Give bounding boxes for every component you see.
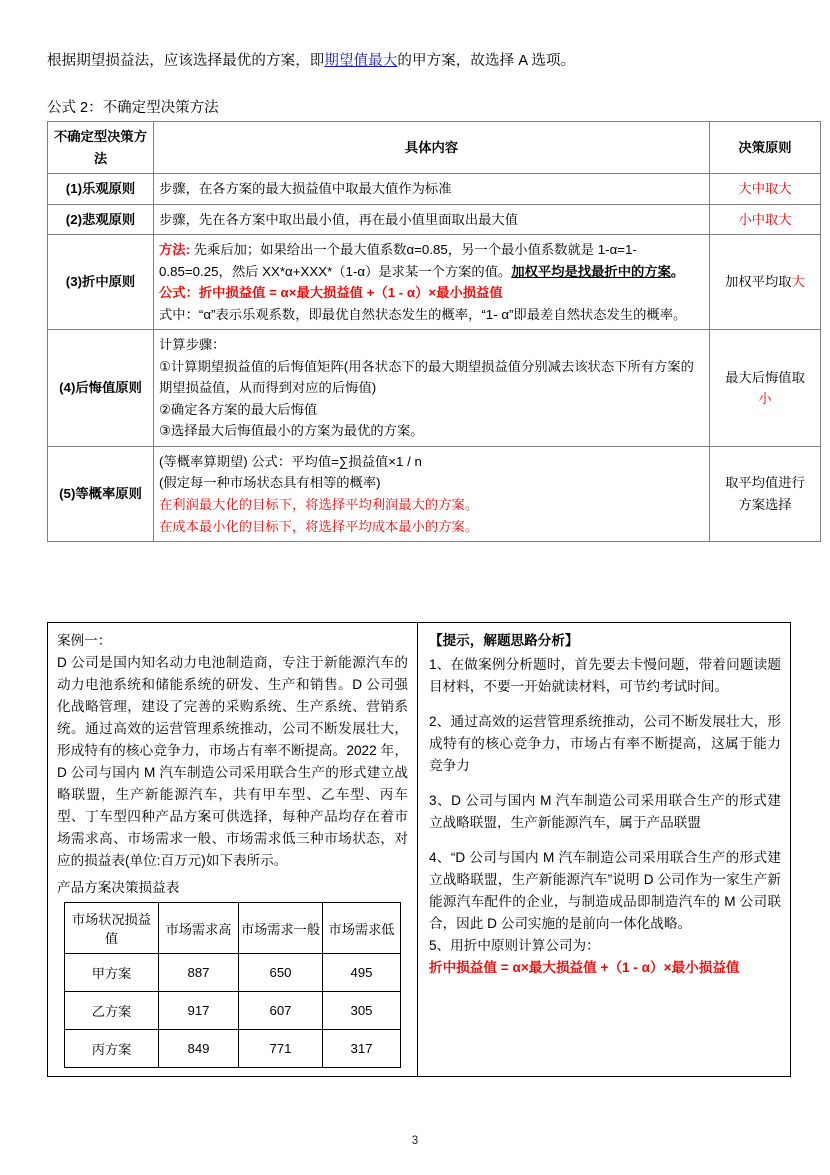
- principle-equalprob-line1: 取平均值进行: [725, 475, 805, 491]
- table-row: [48, 235, 821, 330]
- row-method-pessimistic: (2)悲观原则: [48, 204, 154, 235]
- payoff-header-3: 市场需求低: [323, 903, 401, 954]
- payoff-r0-c1: 887: [159, 954, 239, 992]
- payoff-r0-c2: 650: [239, 954, 323, 992]
- uncertain-decision-method-table: [47, 121, 821, 542]
- intro-highlight-link[interactable]: 期望值最大: [324, 53, 398, 69]
- tip-item-3: 3、D 公司与国内 M 汽车制造公司采用联合生产的形式建立战略联盟，生产新能源汽车，属于产品联盟: [429, 793, 781, 831]
- payoff-r1-c3: 305: [323, 992, 401, 1030]
- compromise-method-tail: 。: [670, 263, 685, 279]
- table-row: [48, 174, 821, 205]
- payoff-data-table: [64, 902, 401, 1068]
- row-method-equalprob: (5)等概率原则: [48, 446, 154, 541]
- tip-item-5-formula: 折中损益值 = α×最大损益值 +（1 - α）×最小损益值: [429, 960, 740, 976]
- row-content-compromise: [154, 235, 710, 330]
- table-row: [65, 992, 401, 1030]
- tip-item-1: 1、在做案例分析题时，首先要去卡慢问题，带着问题读题目材料，不要一开始就读材料，可节约考试时间。: [429, 657, 781, 695]
- tip-item-2: 2、通过高效的运营管理系统推动，公司不断发展壮大，形成特有的核心竞争力，市场占有率不断提高，这属于能力竞争力: [429, 714, 781, 774]
- regret-line-3: ③选择最大后悔值最小的方案为最优的方案。: [159, 423, 424, 439]
- intro-text-part2: 的甲方案，故选择 A 选项。: [397, 53, 576, 69]
- case-study-box: [47, 622, 791, 1077]
- payoff-r2-c3: 317: [323, 1030, 401, 1068]
- row-principle-compromise: [710, 235, 821, 330]
- principle-regret-black: 最大后悔值取: [725, 369, 805, 385]
- regret-line-1: ①计算期望损益值的后悔值矩阵(用各状态下的最大期望损益值分别减去该状态下所有方案的期望损益值，从而得到对应的后悔值): [159, 358, 694, 396]
- regret-line-2: ②确定各方案的最大后悔值: [159, 401, 318, 417]
- payoff-table-title: 产品方案决策损益表: [57, 880, 180, 896]
- compromise-method-emphasis: 加权平均是找最折中的方案: [511, 263, 671, 279]
- compromise-method-text: 先乘后加；如果给出一个最大值系数α=0.85，另一个最小值系数就是 1-α=1-0.85=0.25，然后 XX*α+XXX*（1-α）是求某一个方案的值。: [159, 242, 637, 279]
- payoff-r2-c0: 丙方案: [65, 1030, 159, 1068]
- principle-equalprob-line2: 方案选择: [738, 496, 792, 512]
- payoff-header-row: [65, 903, 401, 954]
- compromise-formula-line: 公式：折中损益值 = α×最大损益值 +（1 - α）×最小损益值: [159, 285, 503, 301]
- payoff-r0-c0: 甲方案: [65, 954, 159, 992]
- formula-heading: 公式 2：不确定型决策方法: [47, 100, 219, 116]
- payoff-r0-c3: 495: [323, 954, 401, 992]
- case-body: D 公司是国内知名动力电池制造商，专注于新能源汽车的动力电池系统和储能系统的研发、生产和销售。D 公司强化战略管理，建设了完善的采购系统、生产系统、营销系统。通过高效的运营管理系统推动，公司不断发展壮大，形成特有的核心竞争力，市场占有率不断提高。2022 年，D 公司与国内 M 汽车制造公司采用联合生产的形式建立战略联盟，生产新能源汽车，共有甲车型、乙车型、丙车型、丁车型四种产品方案可供选择，每种产品均存在着市场需求高、市场需求一般、市场需求低三种市场状态，对应的损益表(单位:百万元)如下表所示。: [57, 655, 408, 869]
- compromise-method-block: [159, 239, 704, 282]
- table-row: [48, 204, 821, 235]
- tip-title: 【提示，解题思路分析】: [429, 633, 579, 648]
- row-content-optimistic: 步骤，在各方案的最大损益值中取最大值作为标准: [154, 174, 710, 205]
- regret-line-0: 计算步骤：: [159, 337, 226, 353]
- row-principle-regret: [710, 330, 821, 447]
- row-content-pessimistic: 步骤，先在各方案中取出最小值，再在最小值里面取出最大值: [154, 204, 710, 235]
- row-content-regret: [154, 330, 710, 447]
- payoff-header-1: 市场需求高: [159, 903, 239, 954]
- row-content-equalprob: [154, 446, 710, 541]
- table-row: [65, 954, 401, 992]
- equalprob-line-1: (假定每一种市场状态具有相等的概率): [159, 475, 381, 491]
- row-method-compromise: (3)折中原则: [48, 235, 154, 330]
- row-method-regret: (4)后悔值原则: [48, 330, 154, 447]
- header-content: 具体内容: [154, 122, 710, 174]
- row-principle-pessimistic: 小中取大: [710, 204, 821, 235]
- intro-text-part1: 根据期望损益法，应该选择最优的方案，即: [47, 53, 325, 69]
- intro-paragraph: [47, 50, 792, 72]
- table-header-row: [48, 122, 821, 174]
- tip-item-4: 4、“D 公司与国内 M 汽车制造公司采用联合生产的形式建立战略联盟，生产新能源汽车”说明 D 公司作为一家生产新能源汽车配件的企业，与制造成品即制造汽车的 M 公司联合，因此 D 公司实施的是前向一体化战略。: [429, 850, 781, 932]
- row-method-optimistic: (1)乐观原则: [48, 174, 154, 205]
- table-row: [48, 446, 821, 541]
- case-left-column: [48, 623, 418, 1076]
- principle-compromise-red: 大: [791, 274, 805, 290]
- payoff-r1-c2: 607: [239, 992, 323, 1030]
- page-number: 3: [411, 1135, 419, 1147]
- payoff-header-0: 市场状况损益值: [65, 903, 159, 954]
- principle-compromise-black: 加权平均取: [725, 274, 792, 290]
- row-principle-equalprob: [710, 446, 821, 541]
- header-method: 不确定型决策方法: [48, 122, 154, 174]
- equalprob-red-line-1: 在成本最小化的目标下，将选择平均成本最小的方案。: [159, 518, 479, 534]
- table-row: [65, 1030, 401, 1068]
- equalprob-red-line-0: 在利润最大化的目标下，将选择平均利润最大的方案。: [159, 496, 479, 512]
- payoff-r1-c1: 917: [159, 992, 239, 1030]
- payoff-header-2: 市场需求一般: [239, 903, 323, 954]
- compromise-method-label: 方法:: [159, 242, 191, 258]
- case-title: 案例一：: [57, 633, 112, 648]
- compromise-note-line: 式中：“α”表示乐观系数，即最优自然状态发生的概率，“1- α”即最差自然状态发生的概率。: [159, 306, 687, 322]
- table-row: [48, 330, 821, 447]
- payoff-r1-c0: 乙方案: [65, 992, 159, 1030]
- equalprob-line-0: (等概率算期望) 公式：平均值=∑损益值×1 / n: [159, 453, 422, 469]
- payoff-r2-c2: 771: [239, 1030, 323, 1068]
- payoff-r2-c1: 849: [159, 1030, 239, 1068]
- principle-regret-red: 小: [758, 391, 772, 407]
- header-principle: 决策原则: [710, 122, 821, 174]
- case-right-column: [418, 623, 790, 1076]
- tip-item-5-prefix: 5、用折中原则计算公司为：: [429, 938, 600, 954]
- row-principle-optimistic: 大中取大: [710, 174, 821, 205]
